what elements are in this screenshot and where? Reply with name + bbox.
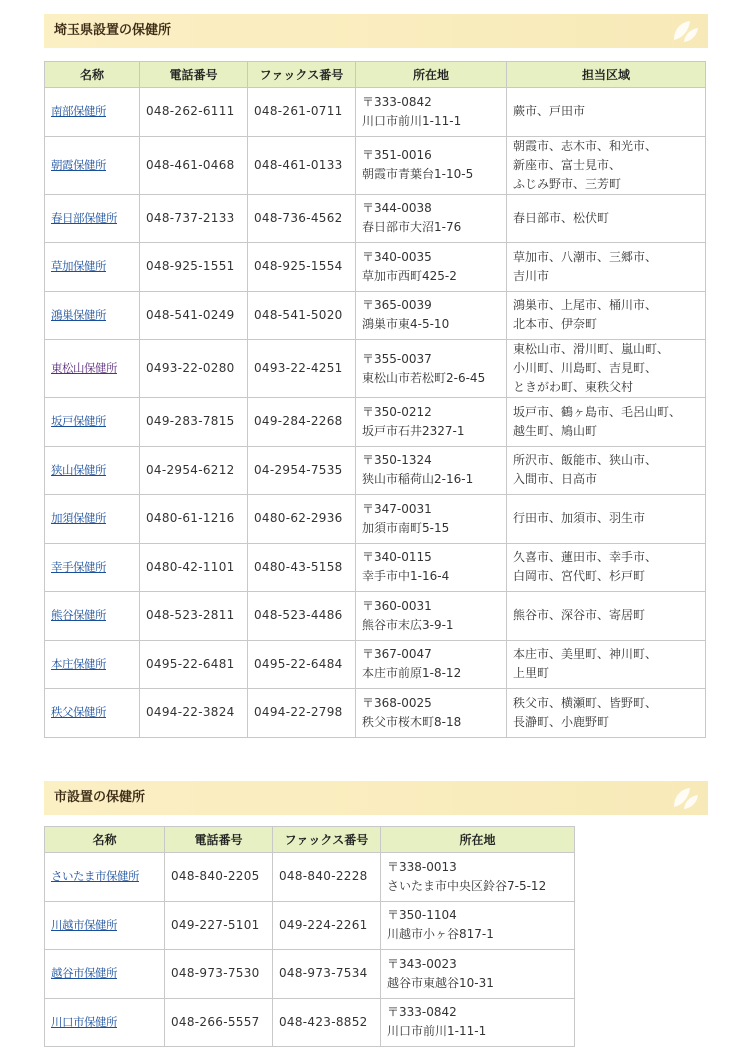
cell-address [381,853,575,902]
cell-tel: 0495-22-6481 [140,640,248,689]
area-line: 久喜市、蓮田市、幸手市、 [513,550,658,565]
area-line: 所沢市、飯能市、狭山市、 [513,453,658,468]
leaf-icon [670,18,700,44]
health-center-link[interactable]: 川口市保健所 [51,1014,117,1029]
area-line: 白岡市、宮代町、杉戸町 [513,569,646,584]
column-header-tel: 電話番号 [140,62,248,88]
cell-fax: 0495-22-6484 [248,640,356,689]
health-center-link[interactable]: 草加保健所 [51,259,106,274]
cell-fax: 048-736-4562 [248,194,356,243]
cell-area [507,194,706,243]
area-line: 東松山市、滑川町、嵐山町、 [513,342,670,356]
column-header-fax: ファックス番号 [248,62,356,88]
health-center-link[interactable]: さいたま市保健所 [51,869,139,884]
cell-name [45,592,140,641]
cell-tel: 048-973-7530 [165,950,273,999]
area-line: 行田市、加須市、羽生市 [513,511,646,526]
health-center-link[interactable]: 鴻巣保健所 [51,307,106,322]
address-line: 〒347-0031 [362,501,432,516]
area-line: 越生町、鳩山町 [513,423,598,438]
address-line: 〒360-0031 [362,598,432,613]
cell-fax: 0493-22-4251 [248,340,356,398]
table-row [45,853,575,902]
cell-fax: 0480-62-2936 [248,495,356,544]
table-row [45,398,706,447]
address-line: 狭山市稲荷山2-16-1 [362,472,474,487]
area-line: 春日部市、松伏町 [513,210,610,225]
cell-tel: 04-2954-6212 [140,446,248,495]
section-title: 埼玉県設置の保健所 [54,23,172,38]
cell-name [45,398,140,447]
cell-name [45,495,140,544]
cell-fax: 04-2954-7535 [248,446,356,495]
city-health-center-table [44,826,575,1047]
table-row [45,446,706,495]
address-line: さいたま市中央区鈴谷7-5-12 [387,878,547,893]
cell-fax: 048-840-2228 [273,853,381,902]
cell-name [45,243,140,292]
table-header-row [45,827,575,853]
cell-address [356,640,507,689]
cell-area [507,340,706,398]
cell-tel: 0494-22-3824 [140,689,248,738]
cell-name [45,901,165,950]
cell-area [507,291,706,340]
cell-name [45,689,140,738]
cell-name [45,136,140,194]
table-row [45,950,575,999]
address-line: 〒343-0023 [387,956,457,971]
area-line: ときがわ町、東秩父村 [513,380,634,394]
area-line: 上里町 [513,666,550,681]
cell-area [507,243,706,292]
cell-area [507,88,706,137]
area-line: 長瀞町、小鹿野町 [513,714,610,729]
table-row [45,640,706,689]
table-row [45,340,706,398]
cell-fax: 048-541-5020 [248,291,356,340]
address-line: 加須市南町5-15 [362,520,450,535]
health-center-link[interactable]: 坂戸保健所 [51,414,106,429]
cell-address [356,543,507,592]
prefecture-health-center-table [44,61,706,738]
health-center-link[interactable]: 本庄保健所 [51,656,106,671]
area-line: 坂戸市、鶴ヶ島市、毛呂山町、 [513,404,682,419]
table-row [45,689,706,738]
cell-tel: 0493-22-0280 [140,340,248,398]
address-line: 〒350-0212 [362,404,432,419]
cell-name [45,543,140,592]
area-line: ふじみ野市、三芳町 [513,176,622,191]
address-line: 鴻巣市東4-5-10 [362,317,450,332]
section-header-city [44,781,708,815]
cell-area [507,398,706,447]
table-row [45,543,706,592]
cell-fax: 049-224-2261 [273,901,381,950]
cell-tel: 048-523-2811 [140,592,248,641]
cell-tel: 049-227-5101 [165,901,273,950]
cell-name [45,998,165,1047]
cell-address [356,495,507,544]
cell-address [381,901,575,950]
health-center-link[interactable]: 秩父保健所 [51,705,106,720]
cell-tel: 048-840-2205 [165,853,273,902]
cell-tel: 048-262-6111 [140,88,248,137]
cell-tel: 048-461-0468 [140,136,248,194]
address-line: 〒340-0035 [362,249,432,264]
table-row [45,136,706,194]
cell-area [507,446,706,495]
cell-address [356,88,507,137]
cell-address [356,136,507,194]
cell-tel: 049-283-7815 [140,398,248,447]
table-header-row [45,62,706,88]
area-line: 朝霞市、志木市、和光市、 [513,138,658,153]
health-center-link[interactable]: 東松山保健所 [51,361,117,375]
cell-name [45,194,140,243]
cell-area [507,640,706,689]
health-center-link[interactable]: 朝霞保健所 [51,157,106,172]
section-header-prefecture [44,14,708,48]
address-line: 〒344-0038 [362,201,432,216]
area-line: 入間市、日高市 [513,472,598,487]
cell-area [507,543,706,592]
cell-address [356,689,507,738]
health-center-link[interactable]: 南部保健所 [51,104,106,119]
address-line: 〒351-0016 [362,148,432,162]
address-line: 朝霞市青葉台1-10-5 [362,167,474,181]
cell-name [45,291,140,340]
cell-fax: 048-523-4486 [248,592,356,641]
address-line: 川越市小ヶ谷817-1 [387,927,494,942]
area-line: 草加市、八潮市、三郷市、 [513,249,658,264]
health-center-link[interactable]: 幸手保健所 [51,559,106,574]
table-row [45,998,575,1047]
cell-fax: 048-261-0711 [248,88,356,137]
cell-name [45,88,140,137]
address-line: 秩父市桜木町8-18 [362,714,462,729]
leaf-icon [670,785,700,811]
area-line: 鴻巣市、上尾市、桶川市、 [513,298,658,313]
area-line: 新座市、富士見市、 [513,157,622,172]
cell-fax: 0494-22-2798 [248,689,356,738]
column-header-address: 所在地 [356,62,507,88]
cell-area [507,495,706,544]
cell-area [507,136,706,194]
cell-fax: 049-284-2268 [248,398,356,447]
cell-tel: 0480-42-1101 [140,543,248,592]
address-line: 〒333-0842 [387,1005,457,1020]
address-line: 〒350-1104 [387,908,457,923]
section-title: 市設置の保健所 [54,790,146,805]
health-center-link[interactable]: 加須保健所 [51,511,106,526]
cell-tel: 048-925-1551 [140,243,248,292]
address-line: 春日部市大沼1-76 [362,220,462,235]
cell-name [45,640,140,689]
cell-address [356,243,507,292]
cell-name [45,446,140,495]
area-line: 本庄市、美里町、神川町、 [513,647,658,662]
cell-fax: 048-423-8852 [273,998,381,1047]
health-center-link[interactable]: 春日部保健所 [51,210,117,225]
address-line: 〒367-0047 [362,647,432,662]
cell-address [381,950,575,999]
cell-address [356,446,507,495]
column-header-area: 担当区域 [507,62,706,88]
cell-fax: 048-925-1554 [248,243,356,292]
column-header-name: 名称 [45,827,165,853]
address-line: 川口市前川1-11-1 [362,113,462,128]
cell-tel: 048-541-0249 [140,291,248,340]
cell-address [356,592,507,641]
cell-tel: 048-737-2133 [140,194,248,243]
address-line: 東松山市若松町2-6-45 [362,370,486,385]
table-row [45,243,706,292]
area-line: 秩父市、横瀬町、皆野町、 [513,695,658,710]
cell-address [356,291,507,340]
column-header-tel: 電話番号 [165,827,273,853]
health-center-link[interactable]: 越谷市保健所 [51,966,117,981]
health-center-link[interactable]: 川越市保健所 [51,917,117,932]
cell-name [45,950,165,999]
cell-tel: 0480-61-1216 [140,495,248,544]
cell-fax: 048-973-7534 [273,950,381,999]
address-line: 幸手市中1-16-4 [362,569,450,584]
area-line: 北本市、伊奈町 [513,317,598,332]
address-line: 草加市西町425-2 [362,268,457,283]
health-center-link[interactable]: 狭山保健所 [51,462,106,477]
address-line: 越谷市東越谷10-31 [387,975,494,990]
address-line: 本庄市前原1-8-12 [362,666,462,681]
table-row [45,194,706,243]
cell-address [356,398,507,447]
table-row [45,592,706,641]
cell-name [45,853,165,902]
column-header-address: 所在地 [381,827,575,853]
cell-area [507,689,706,738]
cell-name [45,340,140,398]
address-line: 〒355-0037 [362,351,432,366]
health-center-link[interactable]: 熊谷保健所 [51,608,106,623]
address-line: 〒338-0013 [387,859,457,874]
table-row [45,88,706,137]
area-line: 小川町、川島町、吉見町、 [513,361,658,375]
table-row [45,495,706,544]
cell-address [356,340,507,398]
cell-tel: 048-266-5557 [165,998,273,1047]
cell-fax: 0480-43-5158 [248,543,356,592]
address-line: 〒368-0025 [362,695,432,710]
table-row [45,901,575,950]
column-header-fax: ファックス番号 [273,827,381,853]
address-line: 川口市前川1-11-1 [387,1024,487,1039]
table-row [45,291,706,340]
area-line: 吉川市 [513,268,550,283]
cell-address [356,194,507,243]
address-line: 〒333-0842 [362,94,432,109]
address-line: 〒350-1324 [362,453,432,468]
cell-address [381,998,575,1047]
cell-area [507,592,706,641]
address-line: 〒340-0115 [362,550,432,565]
area-line: 熊谷市、深谷市、寄居町 [513,608,646,623]
address-line: 〒365-0039 [362,298,432,313]
address-line: 坂戸市石井2327-1 [362,423,465,438]
column-header-name: 名称 [45,62,140,88]
area-line: 蕨市、戸田市 [513,104,586,119]
cell-fax: 048-461-0133 [248,136,356,194]
address-line: 熊谷市末広3-9-1 [362,617,454,632]
